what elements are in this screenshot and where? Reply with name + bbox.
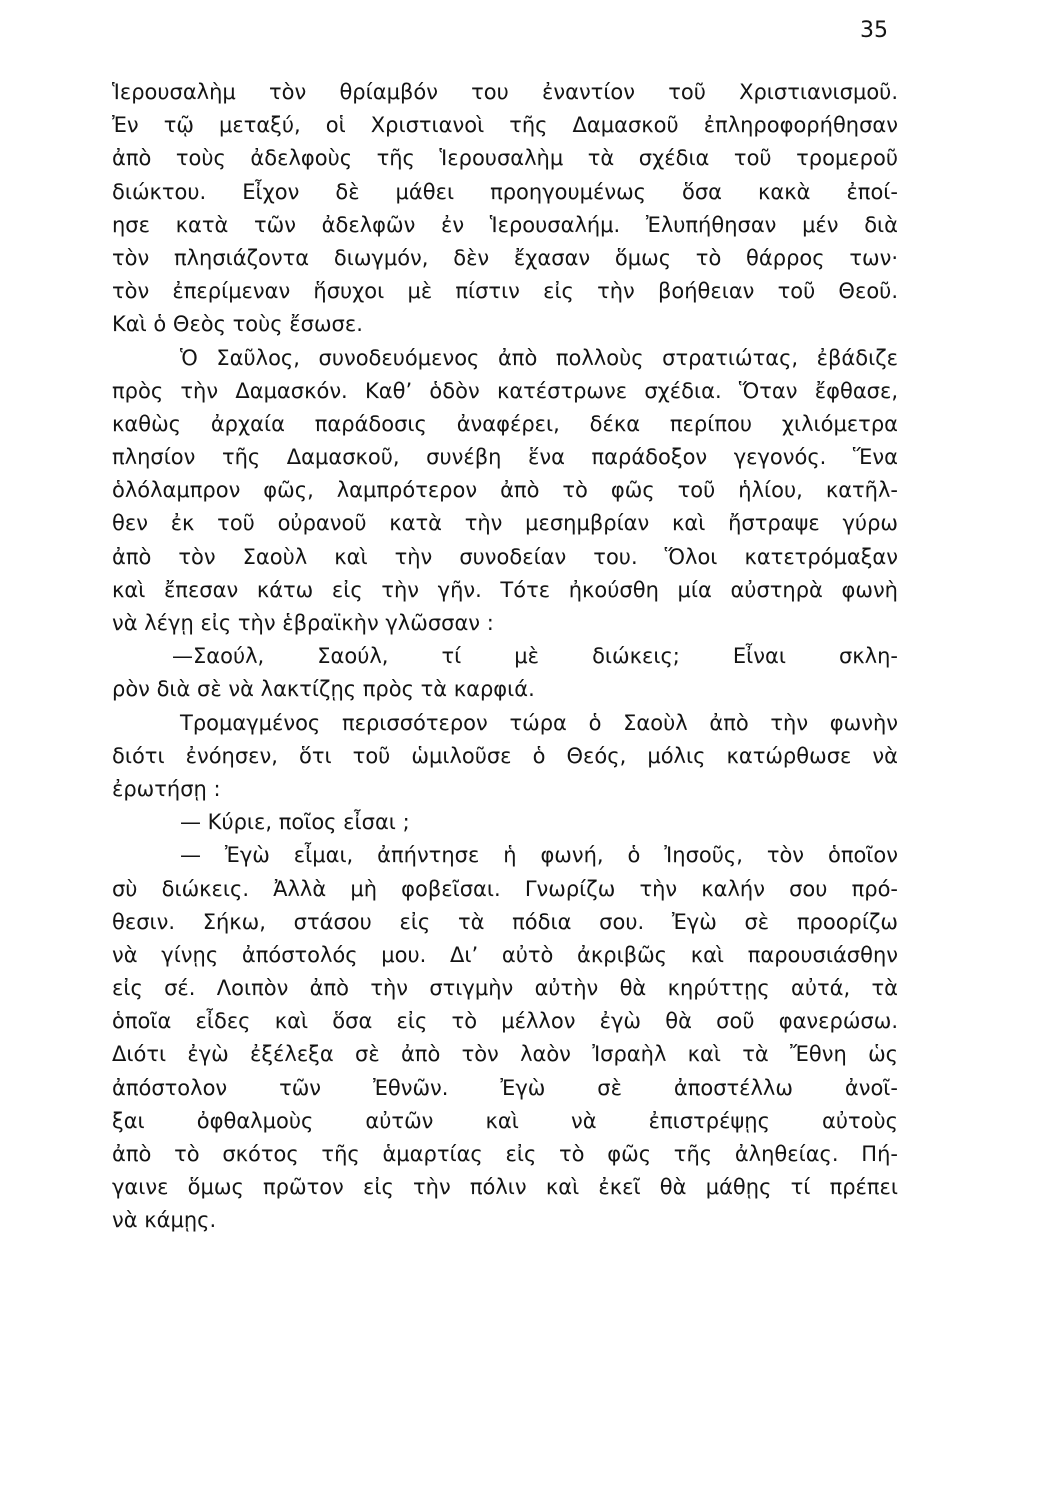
text-line: ἀπὸ τὸν Σαοὺλ καὶ τὴν συνοδείαν του. Ὅλοι κατετρόμαξαν <box>112 544 898 569</box>
text-line: διώκτου. Εἶχον δὲ μάθει προηγουμένως ὅσα κακὰ ἐποί- <box>112 179 898 204</box>
text-line: πλησίον τῆς Δαμασκοῦ, συνέβη ἕνα παράδοξον γεγονός. Ἕνα <box>112 445 898 470</box>
text-line: ἀπὸ τὸ σκότος τῆς ἁμαρτίας εἰς τὸ φῶς τῆς ἀληθείας. Πή- <box>112 1142 898 1166</box>
text-line: Ἐν τῷ μεταξύ, οἱ Χριστιανοὶ τῆς Δαμασκοῦ ἐπληροφορήθησαν <box>112 113 898 138</box>
text-line: Ἱερουσαλὴμ τὸν θρίαμβόν του ἐναντίον τοῦ Χριστιανισμοῦ. <box>112 80 898 104</box>
text-line: ρὸν διὰ σὲ νὰ λακτίζῃς πρὸς τὰ καρφιά. <box>112 677 535 702</box>
text-line: Ὁ Σαῦλος, συνοδευόμενος ἀπὸ πολλοὺς στρατιώτας, ἐβάδιζε <box>180 345 898 370</box>
text-line: ἀπόστολον τῶν Ἐθνῶν. Ἐγὼ σὲ ἀποστέλλω ἀνοῖ- <box>112 1075 898 1100</box>
text-line: Διότι ἐγὼ ἐξέλεξα σὲ ἀπὸ τὸν λαὸν Ἰσραὴλ καὶ τὰ Ἔθνη ὡς <box>112 1042 898 1067</box>
text-line: πρὸς τὴν Δαμασκόν. Καθ’ ὁδὸν κατέστρωνε σχέδια. Ὅταν ἔφθασε, <box>112 378 898 403</box>
text-line: —Σαούλ, Σαούλ, τί μὲ διώκεις; Εἶναι σκλη- <box>172 644 898 669</box>
text-line: ἐρωτήσῃ : <box>112 776 221 801</box>
text-line: νὰ κάμῃς. <box>112 1208 217 1233</box>
text-line: ἀπὸ τοὺς ἀδελφοὺς τῆς Ἱερουσαλὴμ τὰ σχέδια τοῦ τρομεροῦ <box>112 146 898 171</box>
text-line: διότι ἐνόησεν, ὅτι τοῦ ὡμιλοῦσε ὁ Θεός, μόλις κατώρθωσε νὰ <box>112 743 898 768</box>
text-line: καὶ ἔπεσαν κάτω εἰς τὴν γῆν. Τότε ἠκούσθη μία αὐστηρὰ φωνὴ <box>112 577 898 602</box>
text-line: νὰ γίνῃς ἀπόστολός μου. Δι’ αὐτὸ ἀκριβῶς καὶ παρουσιάσθην <box>112 942 898 967</box>
text-line: — Ἐγὼ εἶμαι, ἀπήντησε ἡ φωνή, ὁ Ἰησοῦς, τὸν ὁποῖον <box>180 843 898 868</box>
text-line: ὁλόλαμπρον φῶς, λαμπρότερον ἀπὸ τὸ φῶς τοῦ ἡλίου, κατῆλ- <box>112 478 898 503</box>
text-line: Τρομαγμένος περισσότερον τώρα ὁ Σαοὺλ ἀπὸ τὴν φωνὴν <box>180 710 898 735</box>
text-line: τὸν πλησιάζοντα διωγμόν, δὲν ἔχασαν ὅμως τὸ θάρρος των· <box>112 245 898 270</box>
text-line: — Κύριε, ποῖος εἶσαι ; <box>180 810 410 835</box>
text-line: καθὼς ἀρχαία παράδοσις ἀναφέρει, δέκα περίπου χιλιόμετρα <box>112 411 898 436</box>
text-line: ησε κατὰ τῶν ἀδελφῶν ἐν Ἱερουσαλήμ. Ἐλυπήθησαν μέν διὰ <box>112 212 898 237</box>
text-line: ὁποῖα εἶδες καὶ ὅσα εἰς τὸ μέλλον ἐγὼ θὰ σοῦ φανερώσω. <box>112 1009 898 1034</box>
text-line: ξαι ὀφθαλμοὺς αὐτῶν καὶ νὰ ἐπιστρέψῃς αὐτοὺς <box>112 1108 898 1133</box>
page-number: 35 <box>860 18 888 43</box>
text-line: θεσιν. Σήκω, στάσου εἰς τὰ πόδια σου. Ἐγὼ σὲ προορίζω <box>112 909 898 934</box>
text-line: νὰ λέγῃ εἰς τὴν ἑβραϊκὴν γλῶσσαν : <box>112 611 494 635</box>
text-line: τὸν ἐπερίμεναν ἥσυχοι μὲ πίστιν εἰς τὴν βοήθειαν τοῦ Θεοῦ. <box>112 279 898 304</box>
text-line: Καὶ ὁ Θεὸς τοὺς ἔσωσε. <box>112 312 363 337</box>
text-line: εἰς σέ. Λοιπὸν ἀπὸ τὴν στιγμὴν αὐτὴν θὰ κηρύττῃς αὐτά, τὰ <box>112 976 898 1001</box>
body-text <box>112 76 898 1238</box>
text-line: σὺ διώκεις. Ἀλλὰ μὴ φοβεῖσαι. Γνωρίζω τὴν καλήν σου πρό- <box>112 876 898 901</box>
text-line: θεν ἐκ τοῦ οὐρανοῦ κατὰ τὴν μεσημβρίαν καὶ ἤστραψε γύρω <box>112 511 898 536</box>
text-line: γαινε ὅμως πρῶτον εἰς τὴν πόλιν καὶ ἐκεῖ θὰ μάθῃς τί πρέπει <box>112 1175 898 1200</box>
